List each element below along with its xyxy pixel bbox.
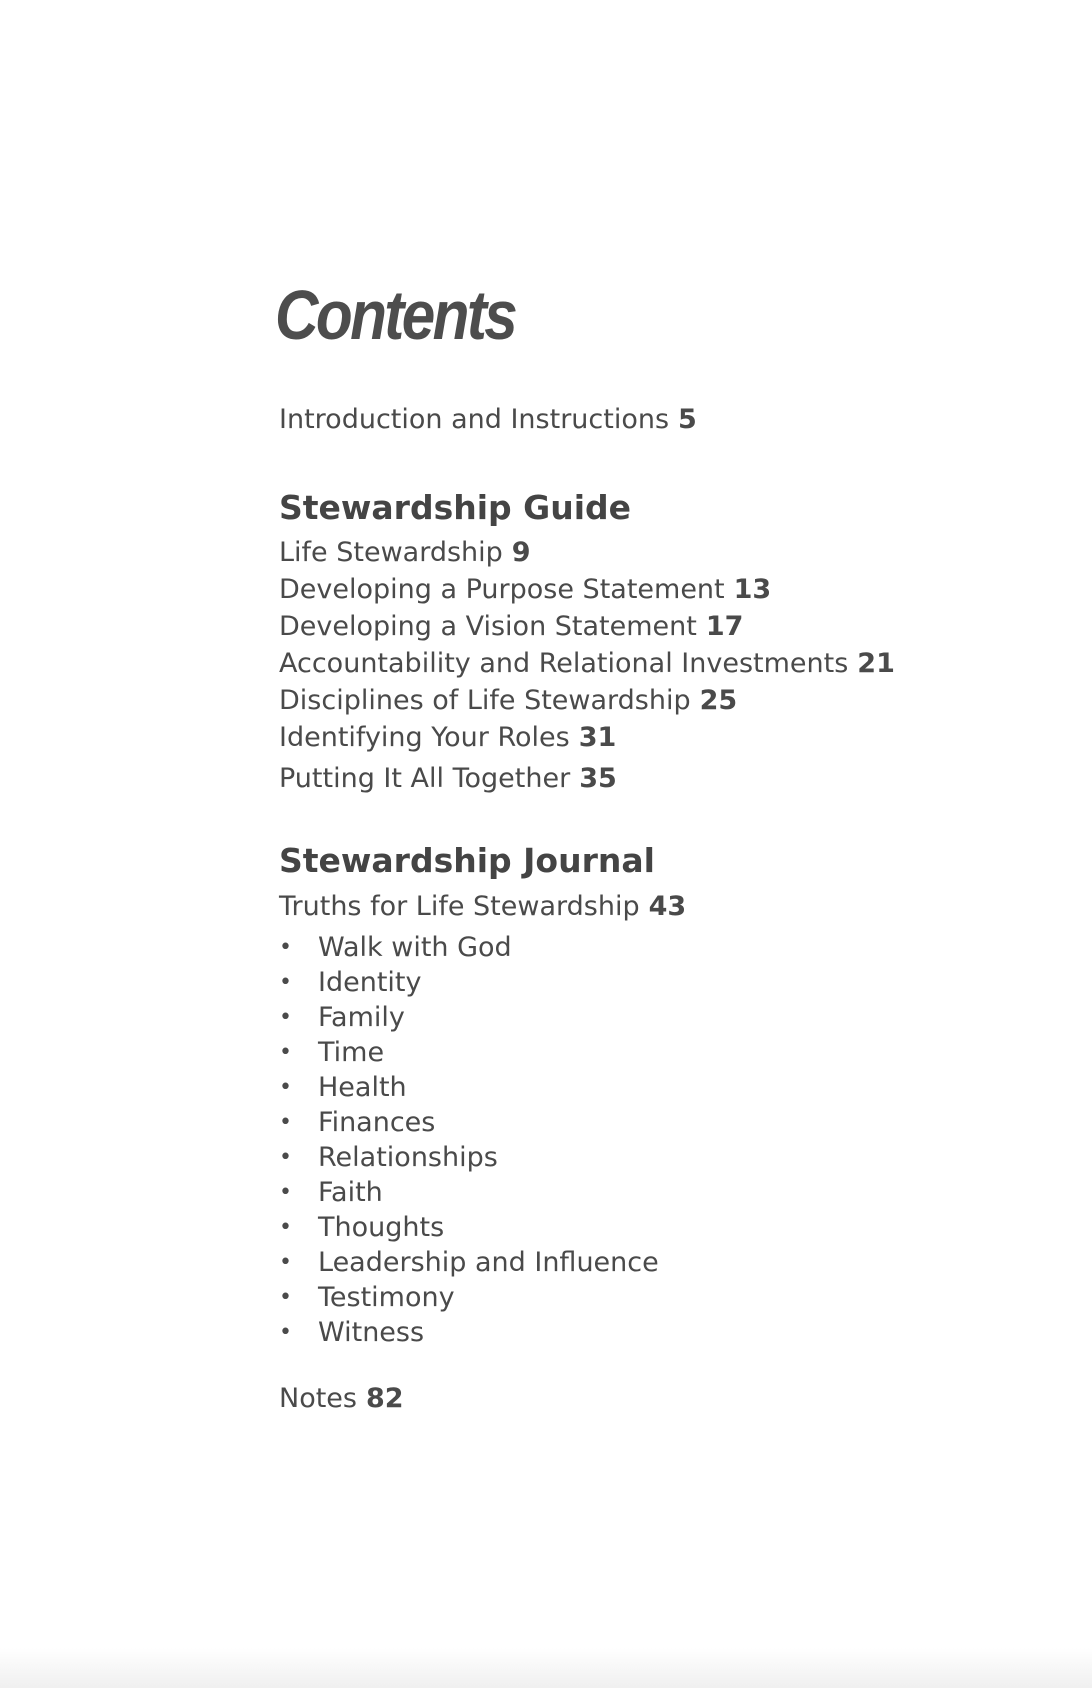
bullet-icon: • [279, 935, 292, 960]
table-of-contents [275, 275, 999, 1417]
list-item-label: Leadership and Influence [318, 1247, 659, 1278]
bullet-icon: • [279, 1320, 292, 1345]
list-item[interactable] [279, 1070, 999, 1105]
toc-entry-label: Developing a Purpose Statement [279, 574, 725, 605]
toc-entry-notes[interactable] [279, 1380, 999, 1417]
toc-entry-label: Developing a Vision Statement [279, 611, 697, 642]
toc-entry[interactable] [279, 760, 999, 797]
toc-entry[interactable] [279, 888, 999, 925]
toc-entry[interactable] [279, 534, 999, 571]
toc-entry-page-number: 13 [733, 574, 772, 605]
toc-entry-label: Introduction and Instructions [279, 404, 670, 435]
toc-entry-label: Truths for Life Stewardship [279, 891, 640, 922]
bullet-icon: • [279, 1180, 292, 1205]
bullet-icon: • [279, 1145, 292, 1170]
section-heading-stewardship-journal: Stewardship Journal [279, 841, 655, 880]
list-item-label: Family [318, 1002, 405, 1033]
toc-entry[interactable] [279, 682, 999, 719]
toc-entry-label: Putting It All Together [279, 763, 571, 794]
bullet-icon: • [279, 1250, 292, 1275]
journal-topic-list [279, 930, 999, 1350]
toc-entry[interactable] [279, 608, 999, 645]
toc-entry-label: Notes [279, 1383, 357, 1414]
list-item-label: Testimony [318, 1282, 455, 1313]
bullet-icon: • [279, 1005, 292, 1030]
list-item-label: Thoughts [318, 1212, 445, 1243]
toc-entry-page-number: 43 [648, 891, 687, 922]
toc-entry-label: Disciplines of Life Stewardship [279, 685, 691, 716]
toc-entry[interactable] [279, 719, 999, 756]
toc-entry-page-number: 5 [678, 404, 697, 435]
list-item[interactable] [279, 1280, 999, 1315]
section-guide-entries [279, 534, 999, 797]
bullet-icon: • [279, 1285, 292, 1310]
list-item[interactable] [279, 1315, 999, 1350]
list-item-label: Time [318, 1037, 385, 1068]
list-item[interactable] [279, 1105, 999, 1140]
section-heading-stewardship-guide: Stewardship Guide [279, 488, 632, 527]
toc-entry-page-number: 17 [705, 611, 744, 642]
toc-entry-label: Accountability and Relational Investments [279, 648, 849, 679]
list-item[interactable] [279, 1035, 999, 1070]
list-item-label: Finances [318, 1107, 436, 1138]
bullet-icon: • [279, 970, 292, 995]
toc-entry-page-number: 31 [578, 722, 617, 753]
toc-entry-page-number: 9 [511, 537, 531, 568]
list-item-label: Health [318, 1072, 407, 1103]
toc-entry-page-number: 82 [365, 1383, 404, 1414]
list-item-label: Walk with God [318, 932, 512, 963]
bullet-icon: • [279, 1110, 292, 1135]
page-title: Contents [275, 276, 516, 354]
list-item-label: Witness [318, 1317, 425, 1348]
list-item-label: Faith [318, 1177, 383, 1208]
list-item[interactable] [279, 965, 999, 1000]
list-item[interactable] [279, 1210, 999, 1245]
list-item[interactable] [279, 1140, 999, 1175]
toc-entry-page-number: 21 [857, 648, 895, 679]
bullet-icon: • [279, 1075, 292, 1100]
bullet-icon: • [279, 1215, 292, 1240]
list-item-label: Identity [318, 967, 422, 998]
page-bottom-shadow [0, 1648, 1092, 1688]
toc-entry-page-number: 35 [579, 763, 617, 794]
toc-entry[interactable] [279, 645, 999, 682]
toc-entry-page-number: 25 [699, 685, 738, 716]
toc-entry-introduction[interactable] [279, 401, 999, 438]
bullet-icon: • [279, 1040, 292, 1065]
toc-entry[interactable] [279, 571, 999, 608]
list-item-label: Relationships [318, 1142, 498, 1173]
list-item[interactable] [279, 1175, 999, 1210]
list-item[interactable] [279, 1245, 999, 1280]
list-item[interactable] [279, 1000, 999, 1035]
toc-entry-label: Life Stewardship [279, 537, 503, 568]
toc-entry-label: Identifying Your Roles [279, 722, 570, 753]
list-item[interactable] [279, 930, 999, 965]
